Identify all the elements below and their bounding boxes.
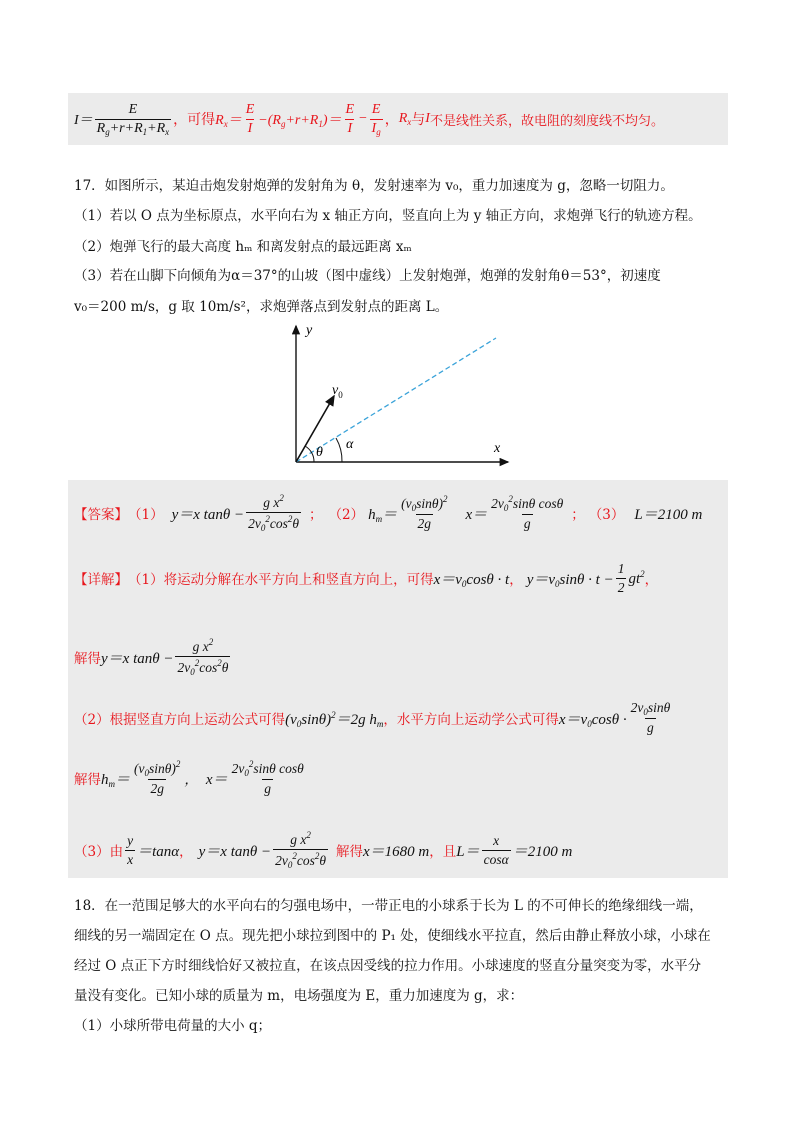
resistance-formula-line: I＝ $\frac{E}{R_g+r+R_1+R_x}$ ， 可得 $R_x=$ $\frac{E}{I}$ $-(R_g+r+R_1)=$ $\frac{E}{I}$ − $\frac{E}{I_g}$ ， $R_x$ 与 I 不是线性关系，故电阻的刻度线不均匀。 xyxy=(74,101,664,137)
theta-label: θ xyxy=(316,445,323,460)
q17-stem: 17．如图所示，某迫击炮发射炮弹的发射角为 θ，发射速率为 v₀，重力加速度为 g，忽略一切阻力。 xyxy=(74,178,674,194)
detail-line-1: 【详解】 （1）将运动分解在水平方向上和竖直方向上，可得 $x=v_0\cos\theta \cdot t$ ， $y=v_0\sin\theta \cdot t$ − $\frac{1}{2}$ $gt^2$ ， xyxy=(74,560,659,595)
answer-tag: 【答案】 xyxy=(74,507,128,523)
alpha-label: α xyxy=(346,437,354,452)
detail-line-2: （2）根据竖直方向上运动公式可得 $(v_0\sin\theta)^2=2g$ $h_m$ ，水平方向上运动学公式可得 $x=v_0\cos\theta$ · $\frac{2v_0\sin\theta}{g}$ xyxy=(74,700,671,735)
v0-label: $v_0$ xyxy=(332,383,343,400)
detail-solve-1: 解得 y＝x tanθ − $\frac{g x^2}{2v_0^2\cos^2\theta}$ xyxy=(74,637,229,677)
detail-line-3: （3）由 $\frac{y}{x}$ ＝tanα ， y＝x tanθ − $\frac{g x^2}{2v_0^2\cos^2\theta}$ 解得 x＝1680 m ，且 L＝ $\frac{x}{\cos\alpha}$ ＝2100 m xyxy=(74,830,573,870)
projectile-diagram xyxy=(270,320,520,470)
q18-stem-1: 18．在一范围足够大的水平向右的匀强电场中，一带正电的小球系于长为 L 的不可伸长的绝缘细线一端， xyxy=(74,898,703,914)
q18-part1: （1）小球所带电荷量的大小 q； xyxy=(74,1018,272,1034)
q18-stem-3: 经过 O 点正下方时细线恰好又被拉直，在该点因受线的拉力作用。小球速度的竖直分量突变为零，水平分 xyxy=(74,958,702,974)
detail-solve-2: 解得 $h_m=$ $\frac{(v_0\sin\theta)^2}{2g}$ ， x＝ $\frac{2v_0^2\sin\theta \cos\theta}{g}$ xyxy=(74,759,304,796)
q17-part3: （3）若在山脚下向倾角为α＝37°的山坡（图中虚线）上发射炮弹，炮弹的发射角θ＝53°，初速度 xyxy=(74,268,661,284)
q18-stem-2: 细线的另一端固定在 O 点。现先把小球拉到图中的 P₁ 处，使细线水平拉直，然后由静止释放小球，小球在 xyxy=(74,928,711,944)
answer-line: 【答案】 （1） y＝x tanθ − $\frac{g x^2}{2v_0^2\cos^2\theta}$ ； （2） $h_m=$ $\frac{(v_0\sin\theta)^2}{2g}$ x＝ $\frac{2v_0^2\sin\theta \cos\theta}{g}$ ； （3） L＝2100 m xyxy=(74,493,703,533)
q17-part1: （1）若以 O 点为坐标原点，水平向右为 x 轴正方向，竖直向上为 y 轴正方向，求炮弹飞行的轨迹方程。 xyxy=(74,208,702,224)
q17-part3-cont: v₀＝200 m/s，g 取 10m/s²，求炮弹落点到发射点的距离 L。 xyxy=(74,299,449,315)
q18-stem-4: 量没有变化。已知小球的质量为 m，电场强度为 E，重力加速度为 g，求： xyxy=(74,988,524,1004)
detail-tag: 【详解】 xyxy=(74,572,128,588)
alpha-arc xyxy=(336,438,342,462)
x-axis-label: x xyxy=(494,441,501,456)
slope-dashed-line xyxy=(296,338,496,462)
theta-arc xyxy=(305,446,314,462)
velocity-arrow xyxy=(296,396,334,462)
y-axis-label: y xyxy=(306,323,313,338)
q17-part2: （2）炮弹飞行的最大高度 hₘ 和离发射点的最远距离 xₘ xyxy=(74,239,412,255)
